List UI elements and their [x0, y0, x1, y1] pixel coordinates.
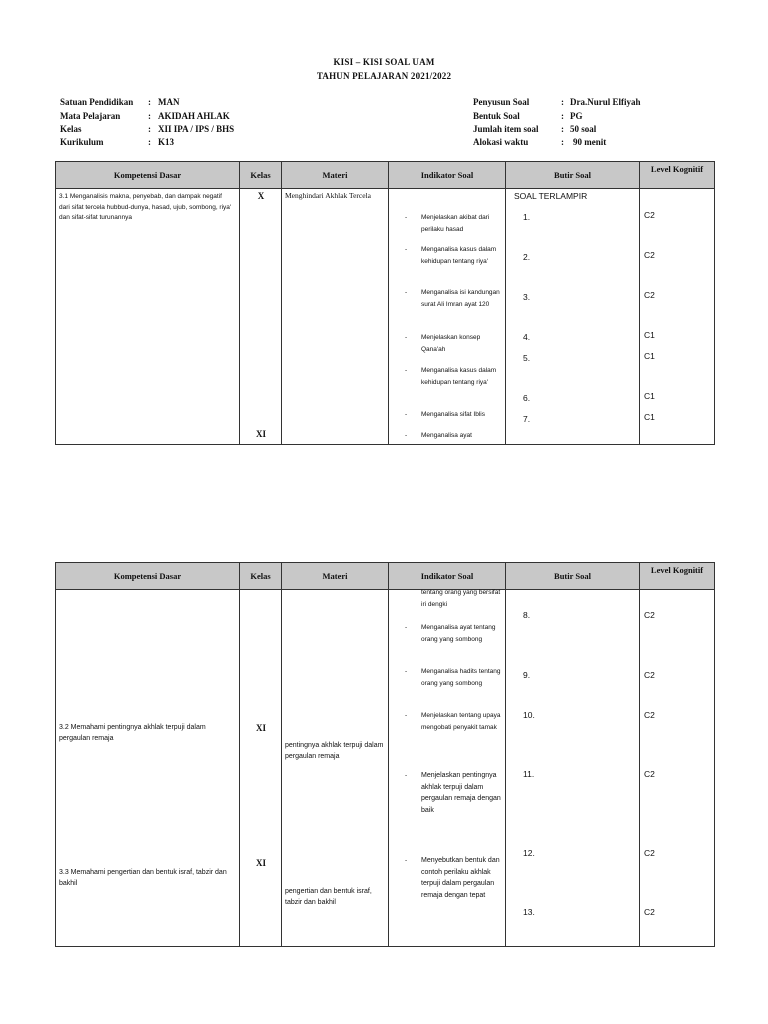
butir-cell [506, 590, 640, 947]
kd-text: 3.1 Menganalisis makna, penyebab, dan dampak negatif dari sifat tercela hubbud-dunya, hasad, ujub, sombong, riya' dan sifat-sifat turunannya [59, 193, 232, 221]
col-header-indikator: Indikator Soal [389, 563, 506, 590]
level-value: C2 [644, 769, 655, 779]
col-header-level: Level Kognitif [640, 563, 715, 590]
meta-value-mapel: AKIDAH AHLAK [158, 111, 230, 121]
col-header-indikator: Indikator Soal [389, 162, 506, 189]
level-value: C1 [644, 351, 655, 361]
item-number: 10. [523, 710, 535, 720]
meta-colon: : [148, 124, 151, 134]
col-header-materi: Materi [282, 162, 389, 189]
level-value: C1 [644, 391, 655, 401]
kd-text: 3.3 Memahami pengertian dan bentuk israf, tabzir dan bakhil [59, 869, 227, 887]
item-number: 2. [523, 252, 531, 262]
col-header-kelas: Kelas [240, 162, 282, 189]
kelas-value: XI [255, 858, 266, 868]
col-header-kelas: Kelas [240, 563, 282, 590]
col-header-materi: Materi [282, 563, 389, 590]
materi-text: pengertian dan bentuk israf, tabzir dan bakhil [285, 888, 372, 906]
meta-label-satuan: Satuan Pendidikan [60, 97, 134, 107]
level-cell [640, 590, 715, 947]
item-number: 13. [523, 907, 535, 917]
meta-colon: : [561, 97, 564, 107]
item-number: 8. [523, 610, 531, 620]
meta-value-jumlah: 50 soal [570, 124, 597, 134]
meta-colon: : [561, 111, 564, 121]
meta-colon: : [148, 111, 151, 121]
indikator-cell: tentang orang yang bersifat iri dengki - Menganalisa ayat tentang orang yang sombong - Menganalisa hadits tentang orang yang sombong - Menjelaskan tentang upaya mengobati penyakit tamak - Menjelaskan pentingnya akhlak terpuji dalam pergaulan remaja dengan baik - Menyebutkan bentuk dan contoh perilaku akhlak terpuji dalam pergaulan remaja dengan tepat [389, 590, 506, 947]
document-subtitle: TAHUN PELAJARAN 2021/2022 [316, 71, 452, 81]
kelas-value: X [257, 191, 265, 201]
table-header-row [56, 162, 715, 189]
col-header-butir: Butir Soal [506, 162, 640, 189]
soal-terlampir-label: SOAL TERLAMPIR [514, 191, 588, 201]
document-title: KISI – KISI SOAL UAM [333, 57, 435, 67]
meta-value-kelas: XII IPA / IPS / BHS [158, 124, 235, 134]
level-value: C2 [644, 210, 655, 220]
meta-colon: : [148, 97, 151, 107]
materi-text: pentingnya akhlak terpuji dalam pergaulan remaja [285, 742, 384, 760]
meta-value-satuan: MAN [158, 97, 180, 107]
meta-label-kelas: Kelas [60, 124, 82, 134]
butir-cell [506, 189, 640, 445]
level-value: C2 [644, 250, 655, 260]
meta-label-kurikulum: Kurikulum [60, 137, 104, 147]
level-value: C2 [644, 670, 655, 680]
kelas-cell [240, 189, 282, 445]
level-value: C2 [644, 907, 655, 917]
col-header-kd: Kompetensi Dasar [56, 563, 240, 590]
materi-cell [282, 189, 389, 445]
kd-text: 3.2 Memahami pentingnya akhlak terpuji dalam pergaulan remaja [59, 724, 206, 742]
meta-label-jumlah: Jumlah item soal [473, 124, 539, 134]
table-row [56, 189, 715, 445]
meta-colon: : [561, 137, 564, 147]
level-cell [640, 189, 715, 445]
meta-label-penyusun: Penyusun Soal [473, 97, 530, 107]
indikator-cell: - Menjelaskan akibat dari perilaku hasad - Menganalisa kasus dalam kehidupan tentang riya' - Menganalisa isi kandungan surat Ali Imran ayat 120 - Menjelaskan konsep Qana'ah - Menganalisa kasus dalam kehidupan tentang riya' - Menganalisa sifat Iblis - Menganalisa ayat [389, 189, 506, 445]
item-number: 9. [523, 670, 531, 680]
meta-value-kurikulum: K13 [158, 137, 175, 147]
meta-label-mapel: Mata Pelajaran [60, 111, 121, 121]
kd-cell [56, 189, 240, 445]
item-number: 12. [523, 848, 535, 858]
kelas-cell [240, 590, 282, 947]
table-header-row [56, 563, 715, 590]
item-number: 11. [523, 769, 535, 779]
meta-label-bentuk: Bentuk Soal [473, 111, 520, 121]
level-value: C1 [644, 330, 655, 340]
table-row [56, 590, 715, 947]
item-number: 5. [523, 353, 531, 363]
item-number: 1. [523, 212, 531, 222]
item-number: 3. [523, 292, 531, 302]
level-value: C1 [644, 412, 655, 422]
kisi-table-1 [55, 161, 715, 445]
meta-label-alokasi: Alokasi waktu [473, 137, 529, 147]
meta-value-bentuk: PG [570, 111, 583, 121]
level-value: C2 [644, 848, 655, 858]
col-header-level: Level Kognitif [640, 162, 715, 189]
kd-cell [56, 590, 240, 947]
level-value: C2 [644, 710, 655, 720]
materi-text: Menghindari Akhlak Tercela [285, 191, 371, 200]
kelas-value: XI [255, 723, 266, 733]
meta-value-alokasi: 90 menit [573, 137, 607, 147]
kelas-value: XI [255, 429, 266, 439]
meta-value-penyusun: Dra.Nurul Elfiyah [570, 97, 641, 107]
level-value: C2 [644, 610, 655, 620]
item-number: 4. [523, 332, 531, 342]
item-number: 7. [523, 414, 531, 424]
item-number: 6. [523, 393, 531, 403]
col-header-kd: Kompetensi Dasar [56, 162, 240, 189]
level-value: C2 [644, 290, 655, 300]
meta-colon: : [148, 137, 151, 147]
kisi-table-2 [55, 562, 715, 947]
meta-colon: : [561, 124, 564, 134]
col-header-butir: Butir Soal [506, 563, 640, 590]
materi-cell [282, 590, 389, 947]
